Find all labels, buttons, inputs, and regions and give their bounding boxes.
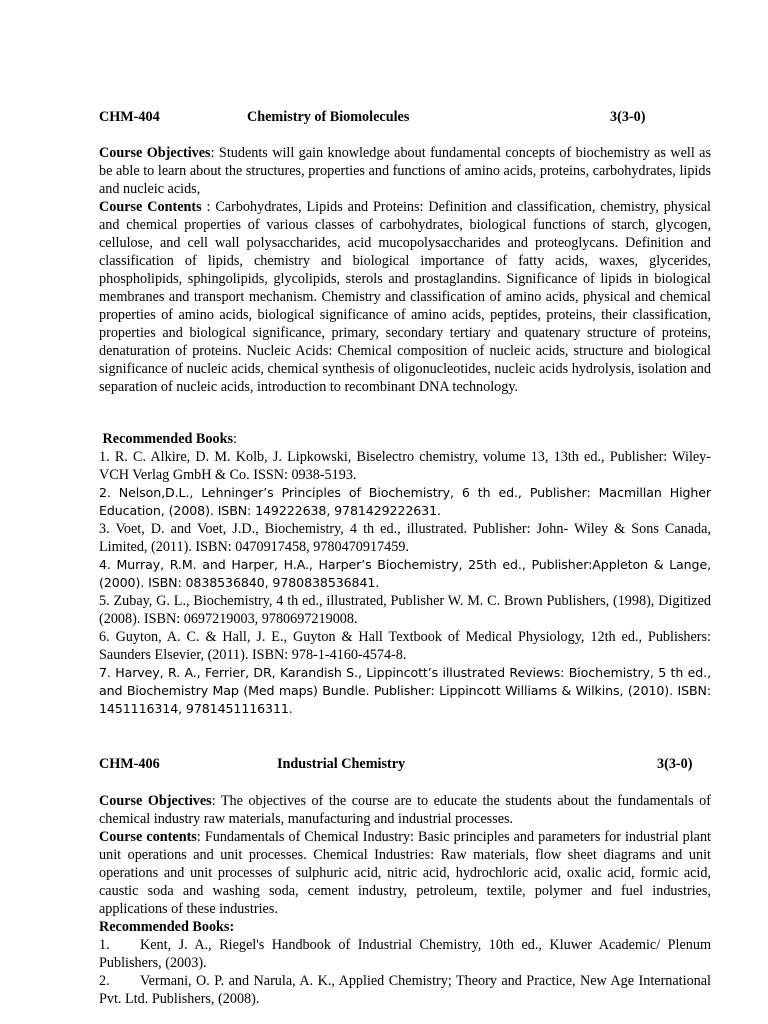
objectives-label: Course Objectives xyxy=(99,145,211,161)
book-item: 3. Voet, D. and Voet, J.D., Biochemistry, 4 th ed., illustrated. Publisher: John- Wiley & Sons Canada, Limited, (2011). ISBN: 0470917458, 9780470917459. xyxy=(99,521,711,555)
recommended-books-chm404 xyxy=(99,430,711,718)
course-code: CHM-404 xyxy=(99,109,160,125)
book-list xyxy=(99,936,711,1008)
course-contents xyxy=(99,828,711,918)
course-credits: 3(3-0) xyxy=(657,756,693,772)
course-objectives xyxy=(99,144,711,198)
book-item xyxy=(99,936,711,972)
book-list xyxy=(99,448,711,718)
book-text: Vermani, O. P. and Narula, A. K., Applied Chemistry; Theory and Practice, New Age International Pvt. Ltd. Publishers, (2008). xyxy=(99,973,711,1007)
objectives-text: : Students will gain knowledge about fundamental concepts of biochemistry as well as be able to learn about the structures, properties and functions of amino acids, proteins, carbohydrates, lipids and nucleic acids, xyxy=(99,145,711,197)
course-objectives xyxy=(99,792,711,828)
course-credits: 3(3-0) xyxy=(610,109,646,125)
book-item xyxy=(99,972,711,1008)
contents-label: Course contents xyxy=(99,829,197,845)
book-item: 1. R. C. Alkire, D. M. Kolb, J. Lipkowski, Biselectro chemistry, volume 13, 13th ed., Publisher: Wiley-VCH Verlag GmbH & Co. ISSN: 0938-5193. xyxy=(99,449,711,483)
course-body-chm406 xyxy=(99,792,711,1008)
objectives-label: Course Objectives xyxy=(99,793,212,809)
book-item: 6. Guyton, A. C. & Hall, J. E., Guyton & Hall Textbook of Medical Physiology, 12th ed., Publishers: Saunders Elsevier, (2011). ISBN: 978-1-4160-4574-8. xyxy=(99,629,711,663)
book-item: 5. Zubay, G. L., Biochemistry, 4 th ed., illustrated, Publisher W. M. C. Brown Publishers, (1998), Digitized (2008). ISBN: 0697219003, 9780697219008. xyxy=(99,593,711,627)
document-page xyxy=(99,0,711,1024)
course-contents xyxy=(99,198,711,396)
book-item: 2. Nelson,D.L., Lehninger’s Principles of Biochemistry, 6 th ed., Publisher: Macmillan Higher Education, (2008). ISBN: 149222638, 9781429222631. xyxy=(99,485,711,518)
contents-text: : Carbohydrates, Lipids and Proteins: Definition and classification, chemistry, physical and chemical properties of various classes of carbohydrates, biological functions of starch, glycogen, cellulose, and cell wall polysaccharides, acid mucopolysaccharides and proteoglycans. Definition and classification of lipids, chemistry and biological importance of fatty acids, waxes, glycerides, phospholipids, sphingolipids, glycolipids, sterols and prostaglandins. Significance of lipids in biological membranes and transport mechanism. Chemistry and classification of amino acids, physical and chemical properties of amino acids, biological significance of amino acids, peptides, proteins, their classification, properties and biological significance, primary, secondary tertiary and quatenary structure of proteins, denaturation of proteins. Nucleic Acids: Chemical composition of nucleic acids, structure and biological significance of nucleic acids, chemical synthesis of oligonucleotides, nucleic acids hydrolysis, isolation and separation of nucleic acids, introduction to recombinant DNA technology. xyxy=(99,199,711,395)
course-body-chm404 xyxy=(99,144,711,396)
books-label: Recommended Books: xyxy=(99,919,235,935)
book-number: 2. xyxy=(99,973,110,989)
course-title: Chemistry of Biomolecules xyxy=(247,109,410,125)
book-item: 4. Murray, R.M. and Harper, H.A., Harper’s Biochemistry, 25th ed., Publisher:Appleton & Lange, (2000). ISBN: 0838536840, 9780838536841. xyxy=(99,557,711,590)
book-item: 7. Harvey, R. A., Ferrier, DR, Karandish S., Lippincott’s illustrated Reviews: Biochemistry, 5 th ed., and Biochemistry Map (Med maps) Bundle. Publisher: Lippincott Williams & Wilkins, (2010). ISBN: 1451116314, 9781451116311. xyxy=(99,665,711,716)
book-number: 1. xyxy=(99,937,110,953)
objectives-text: : The objectives of the course are to educate the students about the fundamentals of chemical industry raw materials, manufacturing and industrial processes. xyxy=(99,793,711,827)
books-label: Recommended Books xyxy=(102,431,233,447)
course-header-chm404 xyxy=(99,108,711,126)
contents-text: : Fundamentals of Chemical Industry: Basic principles and parameters for industrial plant unit operations and unit processes. Chemical Industries: Raw materials, flow sheet diagrams and unit operations and unit processes of sulphuric acid, nitric acid, hydrochloric acid, oxalic acid, formic acid, caustic soda and washing soda, cement industry, petroleum, textile, polymer and fuel industries, applications of these industries. xyxy=(99,829,711,917)
books-colon: : xyxy=(233,431,237,447)
books-heading xyxy=(99,918,711,936)
course-title: Industrial Chemistry xyxy=(277,756,406,772)
books-heading xyxy=(99,430,711,448)
book-text: Kent, J. A., Riegel's Handbook of Industrial Chemistry, 10th ed., Kluwer Academic/ Plenum Publishers, (2003). xyxy=(99,937,711,971)
course-code: CHM-406 xyxy=(99,756,160,772)
course-header-chm406 xyxy=(99,755,711,773)
contents-label: Course Contents xyxy=(99,199,202,215)
